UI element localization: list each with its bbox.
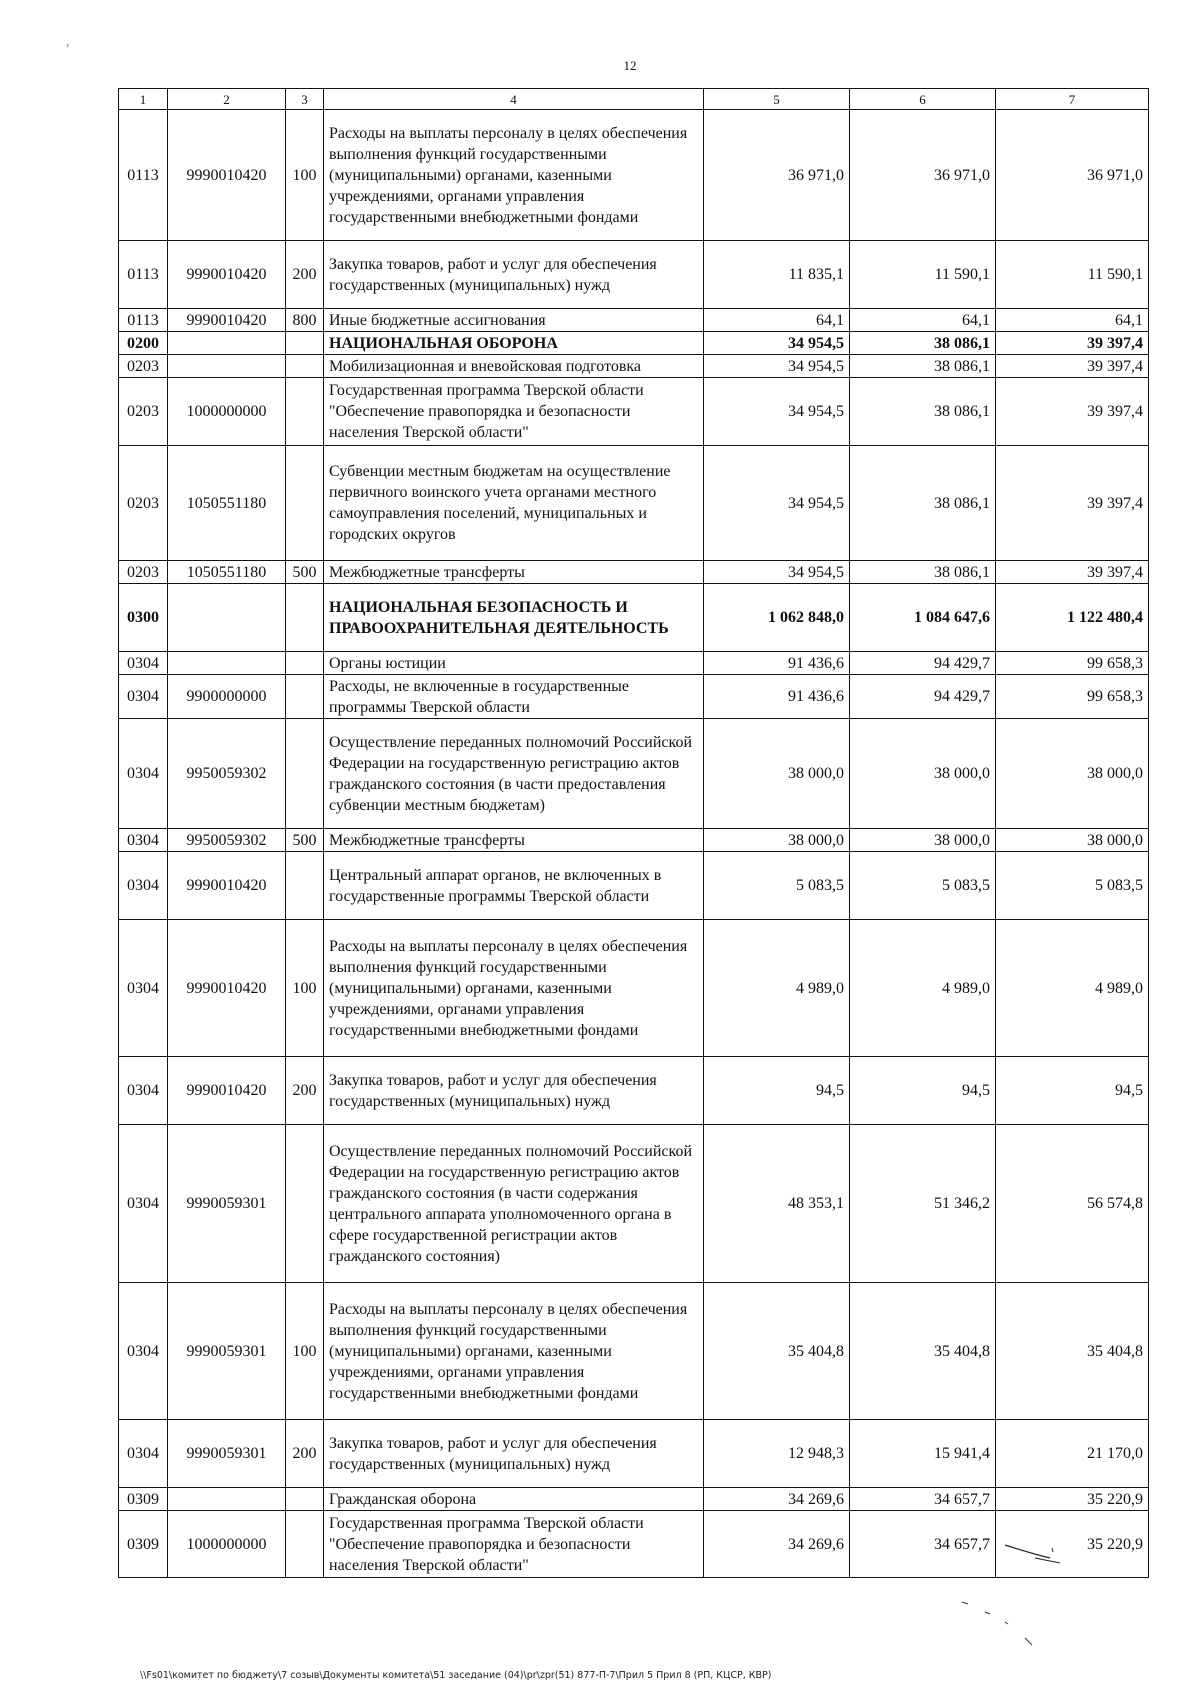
expense-type-code-cell	[286, 652, 324, 675]
amount-col-7-cell: 39 397,4	[996, 332, 1149, 355]
budget-table-body	[119, 89, 1149, 1578]
target-article-code-cell: 9990010420	[168, 309, 286, 332]
description-cell: Центральный аппарат органов, не включенных в государственные программы Тверской области	[324, 852, 704, 920]
header-cell-2: 2	[168, 89, 286, 110]
amount-col-7-cell: 21 170,0	[996, 1420, 1149, 1488]
header-cell-5: 5	[704, 89, 850, 110]
target-article-code-cell: 9950059302	[168, 829, 286, 852]
amount-col-6-cell: 38 086,1	[850, 355, 996, 378]
scan-artifact-mark: ›	[66, 40, 70, 51]
amount-col-6-cell: 94,5	[850, 1057, 996, 1125]
expense-type-code-cell: 500	[286, 561, 324, 584]
amount-col-7-cell: 4 989,0	[996, 920, 1149, 1057]
table-row	[119, 829, 1149, 852]
amount-col-6-cell: 38 086,1	[850, 332, 996, 355]
amount-col-6-cell: 34 657,7	[850, 1511, 996, 1578]
section-code-cell: 0200	[119, 332, 168, 355]
target-article-code-cell: 1000000000	[168, 378, 286, 446]
table-row	[119, 1125, 1149, 1283]
section-code-cell: 0203	[119, 446, 168, 561]
expense-type-code-cell	[286, 1511, 324, 1578]
amount-col-5-cell: 36 971,0	[704, 110, 850, 241]
amount-col-7-cell: 56 574,8	[996, 1125, 1149, 1283]
section-code-cell: 0309	[119, 1488, 168, 1511]
expense-type-code-cell	[286, 675, 324, 719]
description-cell: Органы юстиции	[324, 652, 704, 675]
table-row	[119, 852, 1149, 920]
target-article-code-cell: 9990059301	[168, 1125, 286, 1283]
expense-type-code-cell: 200	[286, 1420, 324, 1488]
amount-col-6-cell: 4 989,0	[850, 920, 996, 1057]
amount-col-7-cell: 35 404,8	[996, 1283, 1149, 1420]
amount-col-5-cell: 38 000,0	[704, 719, 850, 829]
amount-col-7-cell: 35 220,9	[996, 1488, 1149, 1511]
target-article-code-cell	[168, 584, 286, 652]
expense-type-code-cell: 200	[286, 241, 324, 309]
amount-col-5-cell: 38 000,0	[704, 829, 850, 852]
expense-type-code-cell	[286, 1125, 324, 1283]
amount-col-7-cell: 94,5	[996, 1057, 1149, 1125]
section-code-cell: 0304	[119, 1057, 168, 1125]
amount-col-6-cell: 38 000,0	[850, 719, 996, 829]
amount-col-5-cell: 34 954,5	[704, 378, 850, 446]
amount-col-7-cell: 99 658,3	[996, 652, 1149, 675]
section-code-cell: 0304	[119, 719, 168, 829]
table-row	[119, 241, 1149, 309]
table-row	[119, 675, 1149, 719]
table-row	[119, 446, 1149, 561]
description-cell: Расходы, не включенные в государственные программы Тверской области	[324, 675, 704, 719]
section-code-cell: 0304	[119, 1283, 168, 1420]
table-row	[119, 1488, 1149, 1511]
amount-col-7-cell: 35 220,9	[996, 1511, 1149, 1578]
target-article-code-cell: 9990010420	[168, 1057, 286, 1125]
amount-col-5-cell: 34 269,6	[704, 1488, 850, 1511]
section-code-cell: 0203	[119, 378, 168, 446]
description-cell: Осуществление переданных полномочий Российской Федерации на государственную регистрацию актов гражданского состояния (в части содержания центрального аппарата уполномоченного органа в сфере государственной регистрации актов гражданского состояния)	[324, 1125, 704, 1283]
amount-col-5-cell: 1 062 848,0	[704, 584, 850, 652]
amount-col-6-cell: 94 429,7	[850, 652, 996, 675]
expense-type-code-cell: 100	[286, 110, 324, 241]
description-cell: Расходы на выплаты персоналу в целях обеспечения выполнения функций государственными (муниципальными) органами, казенными учреждениями, органами управления государственными внебюджетными фондами	[324, 1283, 704, 1420]
table-row	[119, 1420, 1149, 1488]
target-article-code-cell: 9990059301	[168, 1420, 286, 1488]
table-row	[119, 309, 1149, 332]
amount-col-5-cell: 34 954,5	[704, 561, 850, 584]
amount-col-6-cell: 34 657,7	[850, 1488, 996, 1511]
amount-col-7-cell: 39 397,4	[996, 378, 1149, 446]
description-cell: Иные бюджетные ассигнования	[324, 309, 704, 332]
target-article-code-cell: 9990010420	[168, 241, 286, 309]
table-row	[119, 652, 1149, 675]
file-path-footer: \\Fs01\комитет по бюджету\7 созыв\Документы комитета\51 заседание (04)\pr\zpr(51) 877-П-7\Прил 5 Прил 8 (РП, КЦСР, КВР)	[140, 1670, 772, 1681]
amount-col-6-cell: 5 083,5	[850, 852, 996, 920]
description-cell: Мобилизационная и вневойсковая подготовка	[324, 355, 704, 378]
amount-col-5-cell: 48 353,1	[704, 1125, 850, 1283]
budget-table	[118, 88, 1149, 1578]
header-row	[119, 89, 1149, 110]
section-code-cell: 0304	[119, 652, 168, 675]
amount-col-5-cell: 64,1	[704, 309, 850, 332]
expense-type-code-cell	[286, 1488, 324, 1511]
description-cell: Межбюджетные трансферты	[324, 561, 704, 584]
target-article-code-cell: 9990059301	[168, 1283, 286, 1420]
table-row	[119, 378, 1149, 446]
amount-col-6-cell: 51 346,2	[850, 1125, 996, 1283]
section-code-cell: 0304	[119, 920, 168, 1057]
table-row	[119, 719, 1149, 829]
section-code-cell: 0113	[119, 309, 168, 332]
amount-col-5-cell: 4 989,0	[704, 920, 850, 1057]
description-cell: НАЦИОНАЛЬНАЯ БЕЗОПАСНОСТЬ И ПРАВООХРАНИТЕЛЬНАЯ ДЕЯТЕЛЬНОСТЬ	[324, 584, 704, 652]
page-number: 12	[623, 58, 637, 73]
description-cell: Гражданская оборона	[324, 1488, 704, 1511]
section-code-cell: 0113	[119, 241, 168, 309]
expense-type-code-cell	[286, 378, 324, 446]
amount-col-5-cell: 34 954,5	[704, 446, 850, 561]
section-code-cell: 0304	[119, 829, 168, 852]
description-cell: Субвенции местным бюджетам на осуществление первичного воинского учета органами местного самоуправления поселений, муниципальных и городских округов	[324, 446, 704, 561]
expense-type-code-cell: 800	[286, 309, 324, 332]
section-code-cell: 0309	[119, 1511, 168, 1578]
header-cell-7: 7	[996, 89, 1149, 110]
amount-col-6-cell: 38 086,1	[850, 378, 996, 446]
description-cell: Межбюджетные трансферты	[324, 829, 704, 852]
section-code-cell: 0304	[119, 675, 168, 719]
expense-type-code-cell: 500	[286, 829, 324, 852]
description-cell: Осуществление переданных полномочий Российской Федерации на государственную регистрацию актов гражданского состояния (в части предоставления субвенции местным бюджетам)	[324, 719, 704, 829]
description-cell: Закупка товаров, работ и услуг для обеспечения государственных (муниципальных) нужд	[324, 241, 704, 309]
table-row	[119, 1283, 1149, 1420]
expense-type-code-cell: 100	[286, 920, 324, 1057]
target-article-code-cell: 1050551180	[168, 446, 286, 561]
target-article-code-cell	[168, 332, 286, 355]
description-cell: Государственная программа Тверской области "Обеспечение правопорядка и безопасности населения Тверской области"	[324, 378, 704, 446]
target-article-code-cell	[168, 355, 286, 378]
amount-col-6-cell: 35 404,8	[850, 1283, 996, 1420]
description-cell: Государственная программа Тверской области "Обеспечение правопорядка и безопасности населения Тверской области"	[324, 1511, 704, 1578]
amount-col-5-cell: 34 954,5	[704, 332, 850, 355]
target-article-code-cell: 9900000000	[168, 675, 286, 719]
amount-col-5-cell: 34 269,6	[704, 1511, 850, 1578]
section-code-cell: 0304	[119, 1420, 168, 1488]
amount-col-5-cell: 35 404,8	[704, 1283, 850, 1420]
amount-col-7-cell: 39 397,4	[996, 446, 1149, 561]
description-cell: НАЦИОНАЛЬНАЯ ОБОРОНА	[324, 332, 704, 355]
amount-col-5-cell: 91 436,6	[704, 652, 850, 675]
section-code-cell: 0113	[119, 110, 168, 241]
table-row	[119, 1511, 1149, 1578]
amount-col-5-cell: 34 954,5	[704, 355, 850, 378]
amount-col-7-cell: 64,1	[996, 309, 1149, 332]
table-row	[119, 920, 1149, 1057]
target-article-code-cell: 1000000000	[168, 1511, 286, 1578]
amount-col-7-cell: 1 122 480,4	[996, 584, 1149, 652]
description-cell: Закупка товаров, работ и услуг для обеспечения государственных (муниципальных) нужд	[324, 1420, 704, 1488]
section-code-cell: 0304	[119, 1125, 168, 1283]
amount-col-7-cell: 11 590,1	[996, 241, 1149, 309]
amount-col-5-cell: 12 948,3	[704, 1420, 850, 1488]
header-cell-6: 6	[850, 89, 996, 110]
target-article-code-cell	[168, 652, 286, 675]
table-row	[119, 110, 1149, 241]
amount-col-5-cell: 5 083,5	[704, 852, 850, 920]
table-row	[119, 584, 1149, 652]
target-article-code-cell: 9990010420	[168, 110, 286, 241]
amount-col-7-cell: 39 397,4	[996, 561, 1149, 584]
target-article-code-cell: 9990010420	[168, 920, 286, 1057]
target-article-code-cell: 9950059302	[168, 719, 286, 829]
expense-type-code-cell: 100	[286, 1283, 324, 1420]
amount-col-5-cell: 91 436,6	[704, 675, 850, 719]
section-code-cell: 0203	[119, 561, 168, 584]
amount-col-6-cell: 15 941,4	[850, 1420, 996, 1488]
target-article-code-cell: 1050551180	[168, 561, 286, 584]
amount-col-7-cell: 5 083,5	[996, 852, 1149, 920]
amount-col-6-cell: 36 971,0	[850, 110, 996, 241]
amount-col-5-cell: 94,5	[704, 1057, 850, 1125]
expense-type-code-cell	[286, 355, 324, 378]
description-cell: Закупка товаров, работ и услуг для обеспечения государственных (муниципальных) нужд	[324, 1057, 704, 1125]
header-cell-4: 4	[324, 89, 704, 110]
expense-type-code-cell	[286, 446, 324, 561]
amount-col-6-cell: 94 429,7	[850, 675, 996, 719]
amount-col-6-cell: 38 086,1	[850, 446, 996, 561]
section-code-cell: 0203	[119, 355, 168, 378]
section-code-cell: 0300	[119, 584, 168, 652]
expense-type-code-cell: 200	[286, 1057, 324, 1125]
description-cell: Расходы на выплаты персоналу в целях обеспечения выполнения функций государственными (муниципальными) органами, казенными учреждениями, органами управления государственными внебюджетными фондами	[324, 110, 704, 241]
description-cell: Расходы на выплаты персоналу в целях обеспечения выполнения функций государственными (муниципальными) органами, казенными учреждениями, органами управления государственными внебюджетными фондами	[324, 920, 704, 1057]
amount-col-6-cell: 64,1	[850, 309, 996, 332]
amount-col-7-cell: 38 000,0	[996, 829, 1149, 852]
amount-col-6-cell: 1 084 647,6	[850, 584, 996, 652]
expense-type-code-cell	[286, 332, 324, 355]
amount-col-7-cell: 99 658,3	[996, 675, 1149, 719]
expense-type-code-cell	[286, 719, 324, 829]
amount-col-6-cell: 11 590,1	[850, 241, 996, 309]
section-code-cell: 0304	[119, 852, 168, 920]
table-row	[119, 561, 1149, 584]
target-article-code-cell: 9990010420	[168, 852, 286, 920]
table-row	[119, 355, 1149, 378]
amount-col-6-cell: 38 086,1	[850, 561, 996, 584]
expense-type-code-cell	[286, 852, 324, 920]
amount-col-7-cell: 38 000,0	[996, 719, 1149, 829]
table-row	[119, 332, 1149, 355]
table-row	[119, 1057, 1149, 1125]
header-cell-1: 1	[119, 89, 168, 110]
expense-type-code-cell	[286, 584, 324, 652]
amount-col-5-cell: 11 835,1	[704, 241, 850, 309]
amount-col-7-cell: 36 971,0	[996, 110, 1149, 241]
amount-col-6-cell: 38 000,0	[850, 829, 996, 852]
target-article-code-cell	[168, 1488, 286, 1511]
amount-col-7-cell: 39 397,4	[996, 355, 1149, 378]
header-cell-3: 3	[286, 89, 324, 110]
